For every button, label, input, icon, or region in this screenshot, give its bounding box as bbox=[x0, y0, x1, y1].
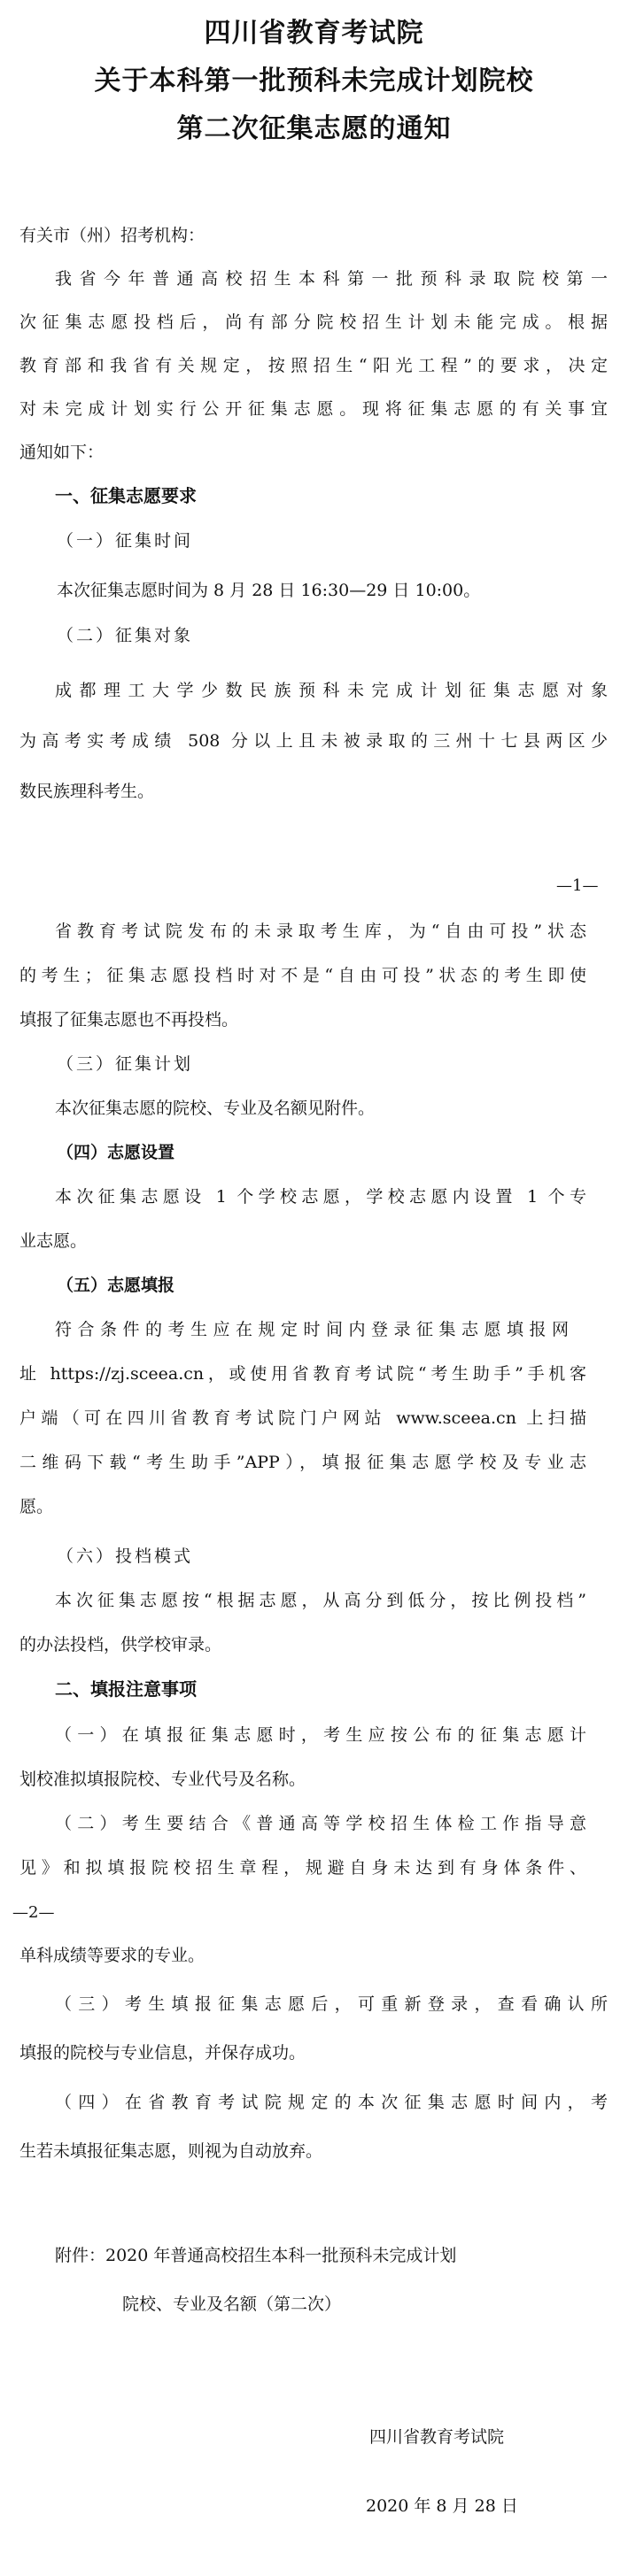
intro-line-5: 通知如下： bbox=[19, 443, 105, 462]
sub-5-line-1: 符合条件的考生应在规定时间内登录征集志愿填报网 bbox=[55, 1320, 569, 1339]
note-3-line-1: （三）考生填报征集志愿后，可重新登录，查看确认所 bbox=[55, 1994, 608, 2014]
p2-cont-line-3: 填报了征集志愿也不再投档。 bbox=[19, 1010, 239, 1030]
sub-3-heading: （三）征集计划 bbox=[57, 1054, 194, 1074]
sub-6-line-2: 的办法投档，供学校审录。 bbox=[19, 1635, 222, 1654]
sub-1-heading: （一）征集时间 bbox=[57, 531, 194, 551]
sub-2-heading: （二）征集对象 bbox=[57, 626, 194, 645]
note-1-line-2: 划校准拟填报院校、专业代号及名称。 bbox=[19, 1770, 306, 1789]
intro-line-4: 对未完成计划实行公开征集志愿。现将征集志愿的有关事宜 bbox=[19, 399, 608, 419]
sub-4-line-2: 业志愿。 bbox=[19, 1231, 88, 1251]
intro-line-2: 次征集志愿投档后，尚有部分院校招生计划未能完成。根据 bbox=[19, 312, 608, 332]
title-line-1: 四川省教育考试院 bbox=[204, 18, 424, 49]
title-line-2: 关于本科第一批预科未完成计划院校 bbox=[94, 66, 534, 96]
sub-2-line-2: 为高考实考成绩 508 分以上且未被录取的三州十七县两区少 bbox=[19, 731, 608, 751]
sub-4-line-1: 本次征集志愿设 1 个学校志愿，学校志愿内设置 1 个专 bbox=[55, 1187, 586, 1207]
sub-2-line-1: 成都理工大学少数民族预科未完成计划征集志愿对象 bbox=[55, 681, 608, 700]
sub-5-line-5: 愿。 bbox=[19, 1497, 54, 1516]
sub-3-text: 本次征集志愿的院校、专业及名额见附件。 bbox=[55, 1099, 376, 1118]
sub-2-line-3: 数民族理科考生。 bbox=[19, 782, 155, 801]
p2-cont-line-2: 的考生；征集志愿投档时对不是“自由可投”状态的考生即使 bbox=[19, 966, 586, 985]
page-number-2: —2— bbox=[12, 1903, 55, 1922]
sub-5-line-3: 户端（可在四川省教育考试院门户网站 www.sceea.cn 上扫描 bbox=[19, 1408, 586, 1428]
sub-6-line-1: 本次征集志愿按“根据志愿，从高分到低分，按比例投档” bbox=[55, 1591, 586, 1610]
attachment-line-1: 附件：2020 年普通高校招生本科一批预科未完成计划 bbox=[55, 2246, 457, 2265]
attachment-line-2: 院校、专业及名额（第二次） bbox=[122, 2294, 342, 2314]
section-2-heading: 二、填报注意事项 bbox=[55, 1678, 197, 1700]
sub-1-text: 本次征集志愿时间为 8 月 28 日 16:30—29 日 10:00。 bbox=[57, 581, 481, 600]
salutation: 有关市（州）招考机构： bbox=[19, 226, 205, 245]
note-4-line-2: 生若未填报征集志愿，则视为自动放弃。 bbox=[19, 2141, 323, 2161]
sub-5-line-2: 址 https://zj.sceea.cn，或使用省教育考试院“考生助手”手机客 bbox=[19, 1364, 586, 1384]
p3-cont-line: 单科成绩等要求的专业。 bbox=[19, 1946, 205, 1965]
note-2-line-2: 见》和拟填报院校招生章程，规避自身未达到有身体条件、 bbox=[19, 1858, 586, 1878]
intro-line-1: 我省今年普通高校招生本科第一批预科录取院校第一 bbox=[55, 269, 608, 289]
note-1-line-1: （一）在填报征集志愿时，考生应按公布的征集志愿计 bbox=[55, 1725, 586, 1745]
note-4-line-1: （四）在省教育考试院规定的本次征集志愿时间内，考 bbox=[55, 2093, 608, 2112]
sub-5-line-4: 二维码下载“考生助手”APP），填报征集志愿学校及专业志 bbox=[19, 1453, 586, 1472]
sub-5-heading: （五）志愿填报 bbox=[57, 1276, 175, 1295]
issue-date: 2020 年 8 月 28 日 bbox=[366, 2496, 518, 2516]
note-2-line-1: （二）考生要结合《普通高等学校招生体检工作指导意 bbox=[55, 1814, 586, 1833]
sub-4-heading: （四）志愿设置 bbox=[57, 1143, 175, 1162]
page-number-1: —1— bbox=[556, 876, 599, 895]
note-3-line-2: 填报的院校与专业信息，并保存成功。 bbox=[19, 2043, 306, 2063]
title-line-3: 第二次征集志愿的通知 bbox=[176, 113, 452, 144]
section-1-heading: 一、征集志愿要求 bbox=[55, 485, 197, 506]
signature: 四川省教育考试院 bbox=[369, 2427, 505, 2447]
p2-cont-line-1: 省教育考试院发布的未录取考生库，为“自由可投”状态 bbox=[55, 922, 586, 941]
sub-6-heading: （六）投档模式 bbox=[57, 1546, 194, 1566]
intro-line-3: 教育部和我省有关规定，按照招生“阳光工程”的要求，决定 bbox=[19, 356, 608, 375]
